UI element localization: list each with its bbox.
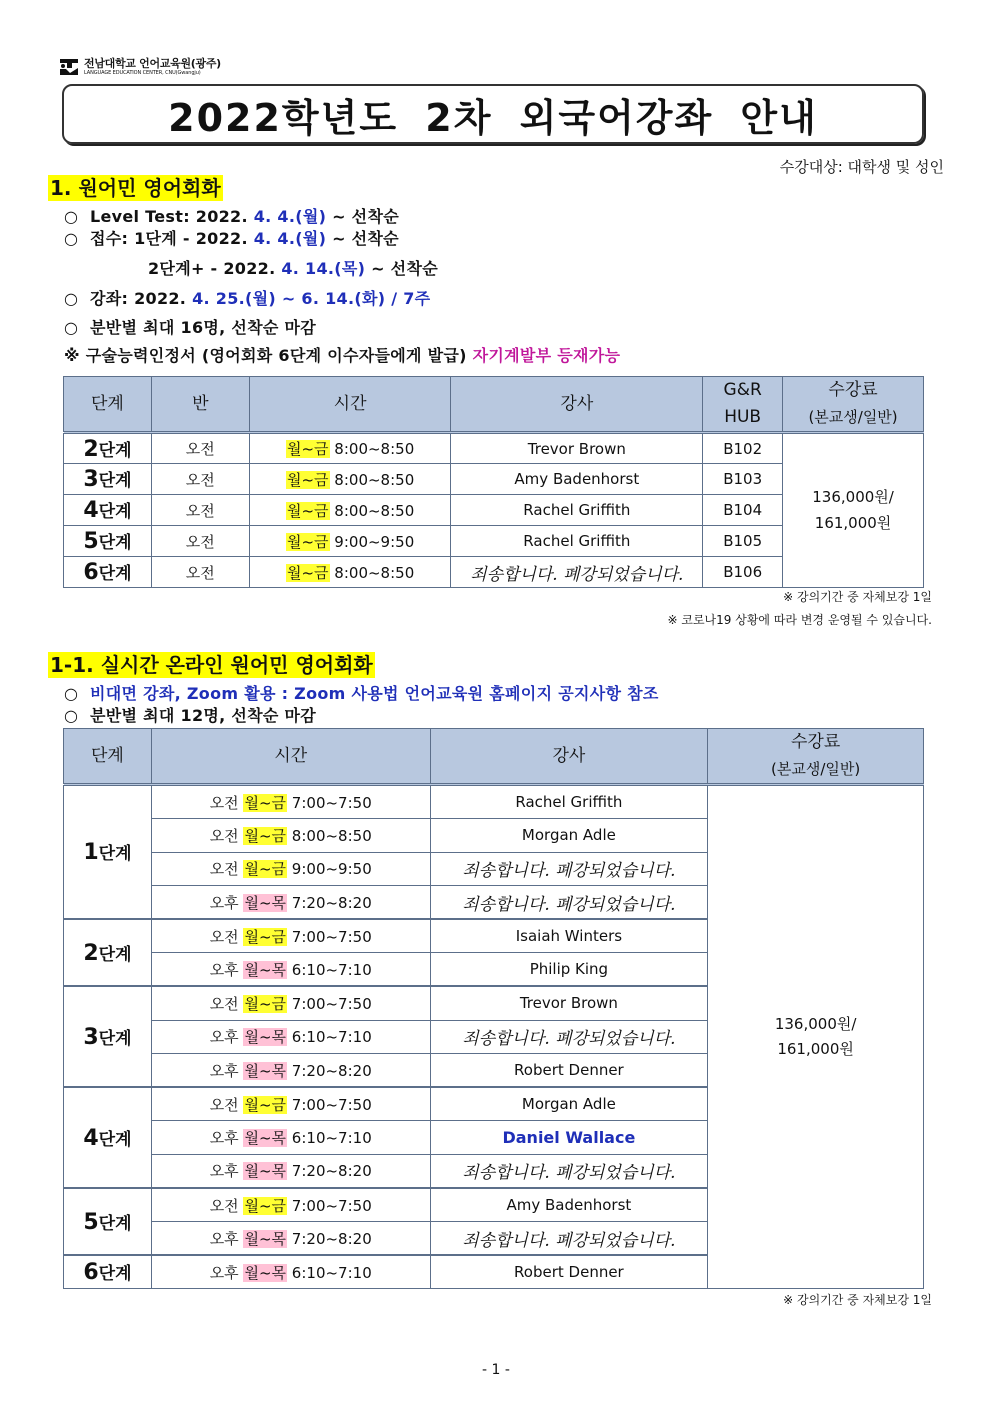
teacher-cell: Rachel Griffith (451, 495, 703, 526)
logo-english-text: LANGUAGE EDUCATION CENTER, CNU(Gwangju) (84, 70, 201, 76)
teacher-cell-cancelled: 죄송합니다. 폐강되었습니다. (430, 1154, 708, 1188)
covid-note: ※ 코로나19 상황에 따라 변경 운영될 수 있습니다. (667, 613, 932, 627)
time-cell: 월~금 9:00~9:50 (249, 526, 451, 557)
reception-line-2: 2단계+ - 2022. 4. 14.(목) ~ 선착순 (148, 259, 438, 278)
level-cell: 4단계 (64, 1087, 152, 1188)
header-room: G&R HUB (703, 377, 783, 433)
teacher-cell: Amy Badenhorst (451, 464, 703, 495)
fee-cell: 136,000원/ 161,000원 (708, 785, 924, 1289)
class-cell: 오전 (151, 495, 249, 526)
level-cell: 6단계 (64, 1255, 152, 1289)
time-cell: 오전 월~금 8:00~8:50 (151, 818, 430, 852)
course-period-line: ○ 강좌: 2022. 4. 25.(월) ~ 6. 14.(화) / 7주 (64, 289, 431, 308)
time-cell: 오후 월~목 6:10~7:10 (151, 953, 430, 987)
section1-heading: 1. 원어민 영어회화 (50, 176, 221, 200)
teacher-cell: Amy Badenhorst (430, 1188, 708, 1222)
time-cell: 월~금 8:00~8:50 (249, 433, 451, 464)
level-test-date: 4. 4.(월) (253, 207, 327, 226)
online-info-line: ○ 비대면 강좌, Zoom 활용 : Zoom 사용법 언어교육원 홈페이지 공지사항 참조 (64, 684, 659, 703)
level-cell: 2단계 (64, 433, 152, 464)
level-test-line: ○ Level Test: 2022. 4. 4.(월) ~ 선착순 (64, 207, 399, 226)
teacher-cell: Morgan Adle (430, 818, 708, 852)
circle-bullet-icon: ○ (64, 706, 79, 725)
section2-heading: 1-1. 실시간 온라인 원어민 영어회화 (50, 653, 373, 677)
header-time: 시간 (151, 729, 430, 785)
room-cell: B105 (703, 526, 783, 557)
level-cell: 1단계 (64, 785, 152, 919)
teacher-cell: Rachel Griffith (430, 785, 708, 819)
teacher-cell: Morgan Adle (430, 1087, 708, 1121)
title-box (62, 84, 924, 144)
time-cell: 오후 월~목 7:20~8:20 (151, 1054, 430, 1088)
time-cell: 오전 월~금 7:00~7:50 (151, 1087, 430, 1121)
teacher-cell: Robert Denner (430, 1255, 708, 1289)
header-teacher: 강사 (430, 729, 708, 785)
table-row (64, 433, 924, 464)
fee-cell: 136,000원/ 161,000원 (783, 433, 924, 588)
time-cell: 오전 월~금 7:00~7:50 (151, 785, 430, 819)
teacher-cell-cancelled: 죄송합니다. 폐강되었습니다. (430, 852, 708, 886)
header-teacher: 강사 (451, 377, 703, 433)
time-cell: 오후 월~목 7:20~8:20 (151, 1222, 430, 1256)
circle-bullet-icon: ○ (64, 684, 79, 703)
header-level: 단계 (64, 729, 152, 785)
table-row (64, 785, 924, 819)
teacher-cell: Trevor Brown (430, 986, 708, 1020)
time-cell: 월~금 8:00~8:50 (249, 464, 451, 495)
level-cell: 2단계 (64, 919, 152, 986)
header-class: 반 (151, 377, 249, 433)
makeup-note: ※ 강의기간 중 자체보강 1일 (783, 590, 932, 604)
header-fee: 수강료 (본교생/일반) (783, 377, 924, 433)
circle-bullet-icon: ○ (64, 318, 79, 337)
class-cell: 오전 (151, 526, 249, 557)
header-time: 시간 (249, 377, 451, 433)
level-cell: 4단계 (64, 495, 152, 526)
certificate-highlight: 자기계발부 등재가능 (472, 346, 621, 365)
class-cell: 오전 (151, 464, 249, 495)
header-fee: 수강료 (본교생/일반) (708, 729, 924, 785)
circle-bullet-icon: ○ (64, 229, 79, 248)
room-cell: B102 (703, 433, 783, 464)
time-cell: 오후 월~목 7:20~8:20 (151, 1154, 430, 1188)
class-cell: 오전 (151, 433, 249, 464)
course-period-date: 4. 25.(월) ~ 6. 14.(화) / 7주 (192, 289, 431, 308)
room-cell: B106 (703, 557, 783, 588)
room-cell: B103 (703, 464, 783, 495)
teacher-cell: Isaiah Winters (430, 919, 708, 953)
level-cell: 5단계 (64, 1188, 152, 1255)
teacher-cell-cancelled: 죄송합니다. 폐강되었습니다. (451, 557, 703, 588)
level-cell: 5단계 (64, 526, 152, 557)
time-cell: 오전 월~금 7:00~7:50 (151, 919, 430, 953)
class-cell: 오전 (151, 557, 249, 588)
teacher-cell-cancelled: 죄송합니다. 폐강되었습니다. (430, 1020, 708, 1054)
header-level: 단계 (64, 377, 152, 433)
offline-course-table (63, 376, 924, 588)
online-course-table (63, 728, 924, 1289)
teacher-cell-cancelled: 죄송합니다. 폐강되었습니다. (430, 1222, 708, 1256)
target-audience: 수강대상: 대학생 및 성인 (779, 158, 944, 176)
circle-bullet-icon: ○ (64, 207, 79, 226)
logo (58, 56, 221, 78)
time-cell: 월~금 8:00~8:50 (249, 557, 451, 588)
teacher-cell: Philip King (430, 953, 708, 987)
teacher-cell: Robert Denner (430, 1054, 708, 1088)
online-capacity-line: ○ 분반별 최대 12명, 선착순 마감 (64, 706, 317, 725)
capacity-line: ○ 분반별 최대 16명, 선착순 마감 (64, 318, 317, 337)
time-cell: 오전 월~금 9:00~9:50 (151, 852, 430, 886)
teacher-cell: Trevor Brown (451, 433, 703, 464)
certificate-line: ※ 구술능력인정서 (영어회화 6단계 이수자들에게 발급) 자기계발부 등재가능 (64, 346, 621, 365)
reception1-date: 4. 4.(월) (253, 229, 327, 248)
reception-line-1: ○ 접수: 1단계 - 2022. 4. 4.(월) ~ 선착순 (64, 229, 399, 248)
time-cell: 월~금 8:00~8:50 (249, 495, 451, 526)
teacher-cell: Daniel Wallace (430, 1121, 708, 1155)
time-cell: 오후 월~목 6:10~7:10 (151, 1255, 430, 1289)
teacher-cell-cancelled: 죄송합니다. 폐강되었습니다. (430, 886, 708, 920)
circle-bullet-icon: ○ (64, 289, 79, 308)
logo-korean-text: 전남대학교 언어교육원(광주) (84, 57, 221, 70)
online-makeup-note: ※ 강의기간 중 자체보강 1일 (783, 1293, 932, 1307)
jnu-logo-icon (58, 56, 80, 78)
time-cell: 오후 월~목 6:10~7:10 (151, 1121, 430, 1155)
time-cell: 오전 월~금 7:00~7:50 (151, 986, 430, 1020)
page-title: 2022학년도 2차 외국어강좌 안내 (168, 95, 818, 140)
time-cell: 오전 월~금 7:00~7:50 (151, 1188, 430, 1222)
level-cell: 6단계 (64, 557, 152, 588)
time-cell: 오후 월~목 6:10~7:10 (151, 1020, 430, 1054)
teacher-cell: Rachel Griffith (451, 526, 703, 557)
reception2-date: 4. 14.(목) (281, 259, 366, 278)
room-cell: B104 (703, 495, 783, 526)
level-cell: 3단계 (64, 464, 152, 495)
time-cell: 오후 월~목 7:20~8:20 (151, 886, 430, 920)
level-cell: 3단계 (64, 986, 152, 1087)
page-number: - 1 - (482, 1362, 510, 1378)
